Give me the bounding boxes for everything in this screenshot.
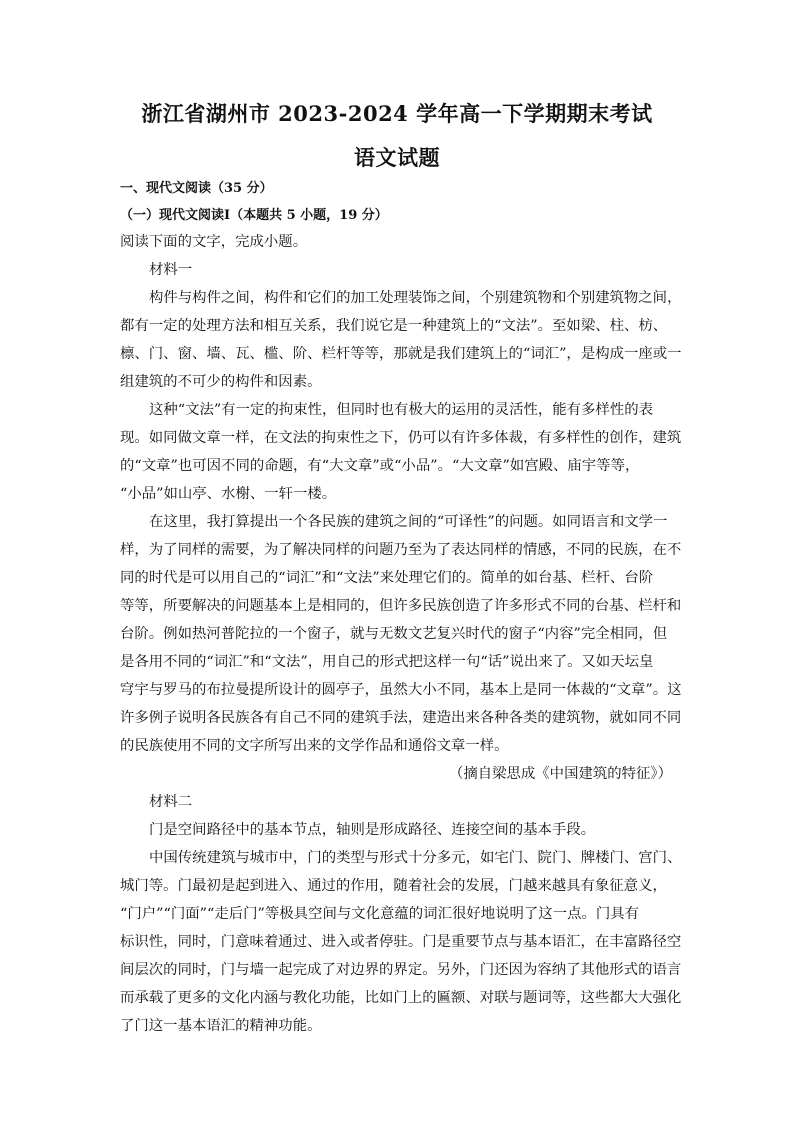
passage-line: 这种“文法”有一定的拘束性，但同时也有极大的运用的灵活性，能有多样性的表	[149, 402, 653, 418]
passage-line: 檩、门、窗、墙、瓦、槛、阶、栏杆等等，那就是我们建筑上的“词汇”，是构成一座或一	[120, 346, 682, 362]
page-title: 浙江省湖州市 2023-2024 学年高一下学期期末考试	[141, 101, 653, 126]
passage	[120, 256, 682, 1040]
passage-line: 穹宇与罗马的布拉曼提所设计的圆亭子，虽然大小不同，基本上是同一体裁的“文章”。这	[120, 682, 682, 698]
section-heading: 一、现代文阅读（35 分）	[120, 181, 273, 196]
page-subtitle: 语文试题	[354, 145, 440, 170]
passage-line: 城门等。门最初是起到进入、通过的作用，随着社会的发展，门越来越具有象征意义，	[120, 878, 667, 894]
source-citation: （摘自梁思成《中国建筑的特征》）	[448, 766, 672, 782]
passage-line: 许多例子说明各民族各有自己不同的建筑手法，建造出来各种各类的建筑物，就如同不同	[120, 710, 682, 726]
passage-line: 等等，所要解决的问题基本上是相同的，但许多民族创造了许多形式不同的台基、栏杆和	[120, 598, 682, 614]
passage-line: “小品”如山亭、水榭、一轩一楼。	[120, 486, 337, 502]
material-label: 材料二	[149, 794, 193, 810]
passage-line: 样，为了同样的需要，为了解决同样的问题乃至为了表达同样的情感，不同的民族，在不	[120, 542, 682, 558]
passage-line: 组建筑的不可少的构件和因素。	[120, 374, 322, 390]
passage-line: 而承载了更多的文化内涵与教化功能，比如门上的匾额、对联与题词等，这些都大大强化	[120, 990, 682, 1006]
passage-line: 的民族使用不同的文字所写出来的文学作品和通俗文章一样。	[120, 738, 509, 754]
passage-line: 间层次的同时，门与墙一起完成了对边界的界定。另外，门还因为容纳了其他形式的语言	[120, 962, 682, 978]
passage-line: 的“文章”也可因不同的命题，有“大文章”或“小品”。“大文章”如宫殿、庙宇等等，	[120, 458, 640, 474]
passage-line: 标识性，同时，门意味着通过、进入或者停驻。门是重要节点与基本语汇，在丰富路径空	[120, 934, 682, 950]
passage-line: “门户”“门面”“走后门”等极具空间与文化意蕴的词汇很好地说明了这一点。门具有	[120, 906, 640, 922]
passage-line: 构件与构件之间，构件和它们的加工处理装饰之间，个别建筑物和个别建筑物之间，	[149, 290, 682, 306]
passage-line: 同的时代是可以用自己的“词汇”和“文法”来处理它们的。简单的如台基、栏杆、台阶	[120, 570, 654, 586]
passage-line: 门是空间路径中的基本节点，轴则是形成路径、连接空间的基本手段。	[149, 822, 596, 838]
subsection-heading: （一）现代文阅读Ⅰ（本题共 5 小题，19 分）	[120, 208, 388, 223]
passage-line: 是各用不同的“词汇”和“文法”，用自己的形式把这样一句“话”说出来了。又如天坛皇	[120, 654, 654, 670]
passage-line: 中国传统建筑与城市中，门的类型与形式十分多元，如宅门、院门、牌楼门、宫门、	[149, 850, 682, 866]
passage-line: 现。如同做文章一样，在文法的拘束性之下，仍可以有许多体裁，有多样性的创作，建筑	[120, 430, 682, 446]
instruction-text: 阅读下面的文字，完成小题。	[120, 234, 308, 250]
passage-line: 台阶。例如热河普陀拉的一个窗子，就与无数文艺复兴时代的窗子“内容”完全相同，但	[120, 626, 668, 642]
passage-line: 了门这一基本语汇的精神功能。	[120, 1018, 322, 1034]
passage-line: 都有一定的处理方法和相互关系，我们说它是一种建筑上的“文法”。至如梁、柱、枋、	[120, 318, 668, 334]
material-label: 材料一	[149, 262, 193, 278]
passage-line: 在这里，我打算提出一个各民族的建筑之间的“可译性”的问题。如同语言和文学一	[149, 514, 668, 530]
